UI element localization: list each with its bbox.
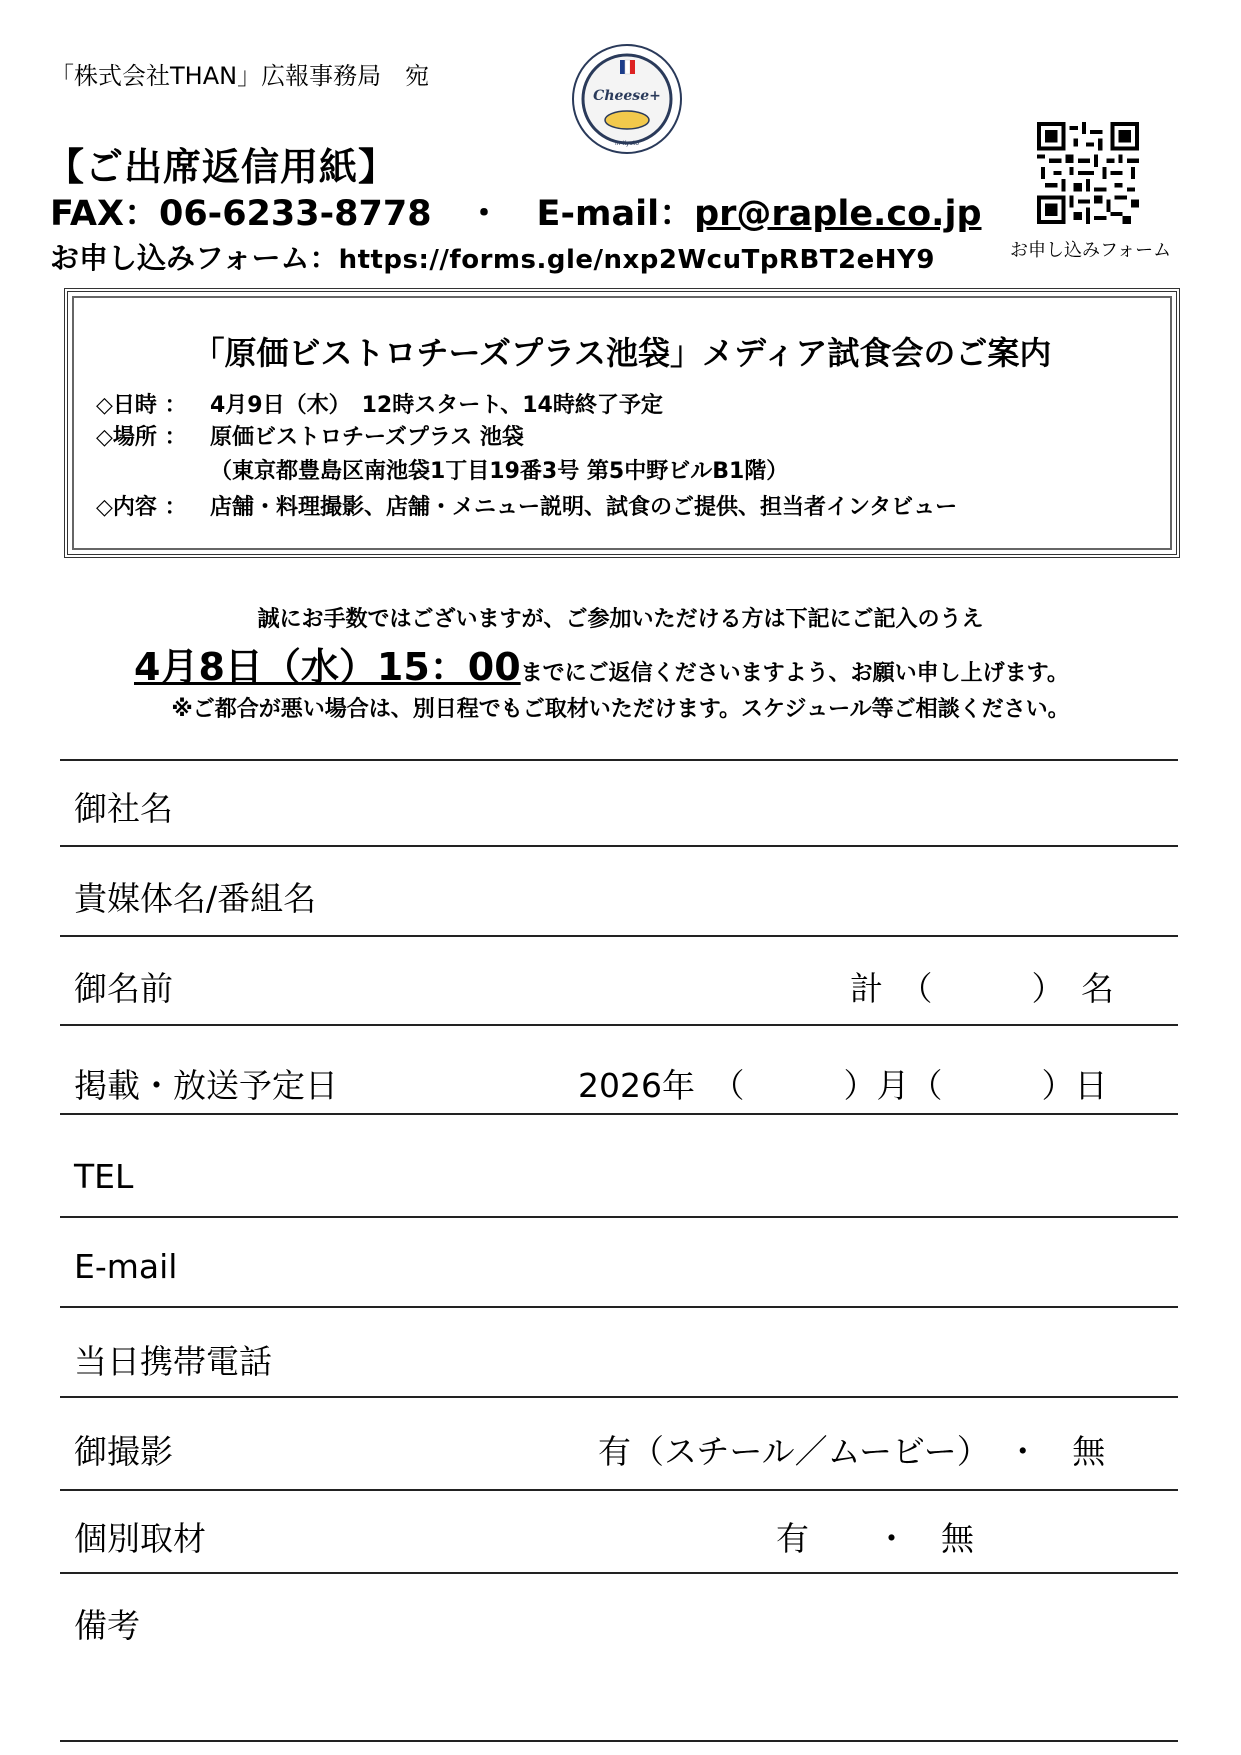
form-divider	[60, 759, 1178, 761]
restaurant-logo	[570, 42, 684, 156]
info-value: （東京都豊島区南池袋1丁目19番3号 第5中野ビルB1階）	[210, 459, 789, 484]
email-label: E-mail	[74, 1247, 178, 1286]
info-value: 店舗・料理撮影、店舗・メニュー説明、試食のご提供、担当者インタビュー	[210, 495, 958, 520]
notice-line-3: ※ご都合が悪い場合は、別日程でもご取材いただけます。スケジュール等ご相談ください。	[171, 697, 1070, 722]
company-label: 御社名	[74, 789, 173, 828]
svg-text:Cheese+: Cheese+	[593, 88, 661, 104]
tel-label: TEL	[74, 1157, 134, 1196]
info-row-datetime	[96, 388, 663, 419]
publish-date-label: 掲載・放送予定日	[74, 1066, 338, 1105]
interview-options[interactable]: 有 ・ 無	[776, 1519, 974, 1558]
form-divider	[60, 1024, 1178, 1026]
form-divider	[60, 1216, 1178, 1218]
qr-code-icon[interactable]	[1037, 122, 1139, 224]
email-link[interactable]: pr@raple.co.jp	[694, 194, 982, 234]
reply-deadline: 4月8日（水）15：00	[134, 645, 521, 689]
publish-date-field[interactable]: 2026年 （ ）月（ ）日	[578, 1066, 1108, 1105]
form-divider	[60, 1306, 1178, 1308]
form-url-link[interactable]: https://forms.gle/nxp2WcuTpRBT2eHY9	[338, 245, 935, 275]
form-divider	[60, 1572, 1178, 1574]
fax-label: FAX：06-6233-8778 ・ E-mail：	[50, 194, 695, 234]
notice-line-1: 誠にお手数ではございますが、ご参加いただける方は下記にご記入のうえ	[257, 607, 984, 632]
info-label: ◇日時 ：	[96, 393, 187, 418]
shooting-options[interactable]: 有（スチール／ムービー） ・ 無	[598, 1432, 1106, 1471]
info-value: 4月9日（木） 12時スタート、14時終了予定	[210, 393, 663, 418]
svg-text:in Kyoto: in Kyoto	[614, 140, 640, 147]
form-divider	[60, 1740, 1178, 1742]
page-title: 【ご出席返信用紙】	[46, 145, 398, 189]
contact-line	[50, 186, 982, 236]
form-line	[50, 236, 935, 277]
interview-label: 個別取材	[74, 1519, 206, 1558]
form-divider	[60, 1396, 1178, 1398]
info-value: 原価ビストロチーズプラス 池袋	[210, 425, 524, 450]
mobile-label: 当日携帯電話	[74, 1342, 272, 1381]
info-row-place	[96, 420, 524, 451]
notice-line-2-rest: までにご返信くださいますよう、お願い申し上げます。	[520, 661, 1069, 686]
form-divider	[60, 935, 1178, 937]
attendee-count-field[interactable]: 計 （ ） 名	[850, 969, 1114, 1008]
form-label: お申し込みフォーム：	[50, 241, 339, 275]
remarks-label: 備考	[74, 1606, 140, 1645]
addressee: 「株式会社THAN」広報事務局 宛	[50, 62, 430, 90]
info-row-address	[96, 454, 788, 485]
media-label: 貴媒体名/番組名	[74, 879, 317, 918]
form-divider	[60, 1489, 1178, 1491]
event-title: 「原価ビストロチーズプラス池袋」メディア試食会のご案内	[192, 334, 1052, 372]
shooting-label: 御撮影	[74, 1432, 173, 1471]
name-label: 御名前	[74, 969, 173, 1008]
info-label: ◇内容 ：	[96, 495, 187, 520]
info-label: ◇場所 ：	[96, 425, 187, 450]
form-divider	[60, 845, 1178, 847]
info-row-content	[96, 490, 957, 521]
qr-caption: お申し込みフォーム	[1010, 240, 1172, 261]
form-divider	[60, 1113, 1178, 1115]
notice-line-2	[134, 636, 1069, 691]
